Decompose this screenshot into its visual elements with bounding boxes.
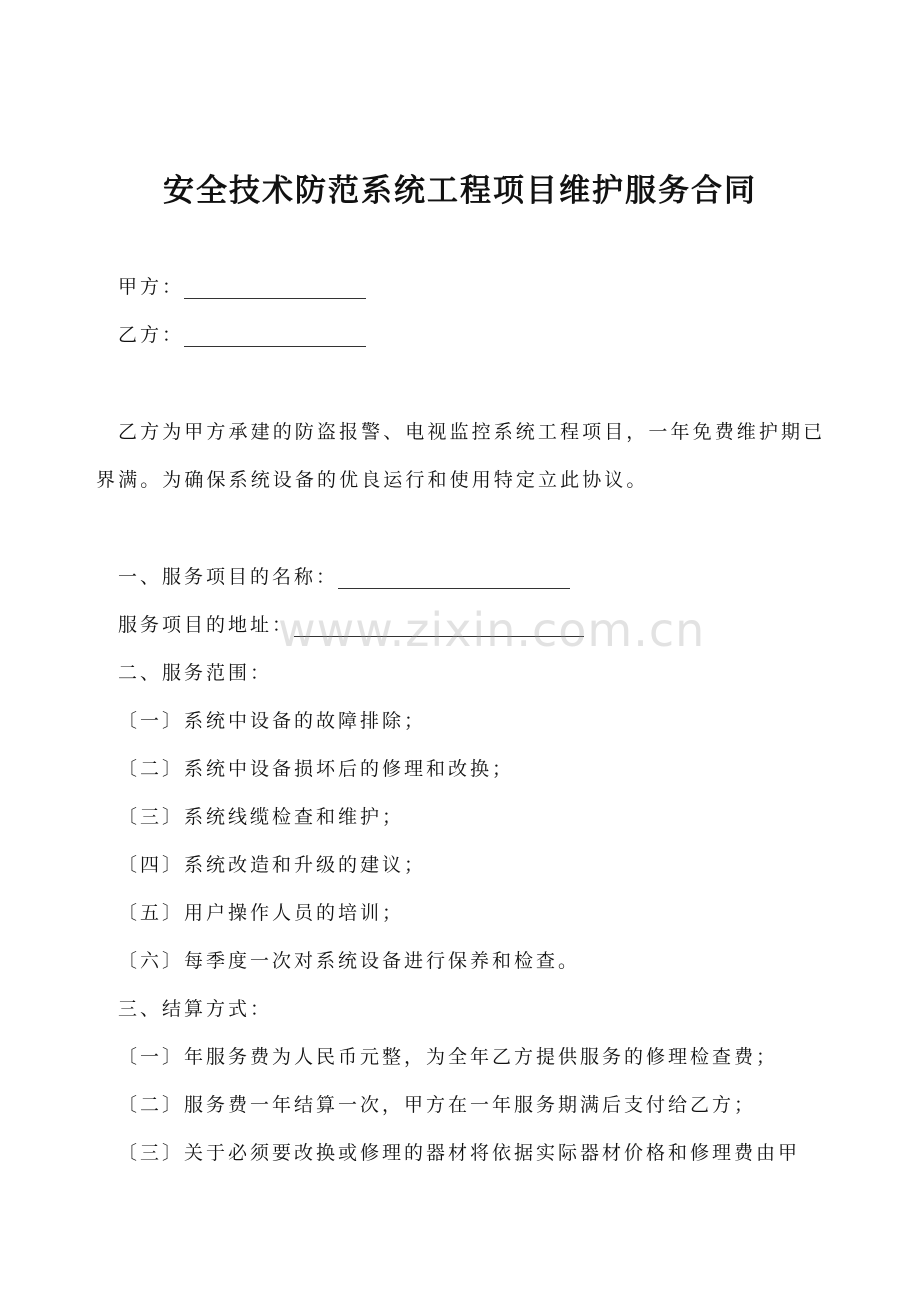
scope-item: 〔三〕系统线缆检查和维护；: [118, 806, 405, 828]
party-b-blank: [184, 326, 366, 347]
payment-item: 〔二〕服务费一年结算一次，甲方在一年服务期满后支付给乙方；: [118, 1094, 757, 1116]
scope-item: 〔五〕用户操作人员的培训；: [118, 902, 405, 924]
intro-paragraph: 乙方为甲方承建的防盗报警、电视监控系统工程项目，一年免费维护期已界满。为确保系统设备的优良运行和使用特定立此协议。: [96, 421, 826, 491]
service-address-label: 服务项目的地址：: [118, 614, 295, 636]
party-b-line: [118, 320, 366, 347]
site-watermark: www.zixin.com.cn: [278, 603, 706, 657]
section-payment-heading: 三、结算方式：: [118, 998, 273, 1020]
service-name-line: [118, 562, 570, 589]
service-name-blank: [338, 568, 570, 589]
service-address-line: [118, 610, 584, 637]
payment-item: 〔一〕年服务费为人民币元整，为全年乙方提供服务的修理检查费；: [118, 1046, 779, 1068]
party-b-label: 乙方：: [118, 324, 185, 346]
payment-item: 〔三〕关于必须要改换或修理的器材将依据实际器材价格和修理费由甲: [118, 1142, 801, 1164]
scope-item: 〔四〕系统改造和升级的建议；: [118, 854, 427, 876]
document-title: 安全技术防范系统工程项目维护服务合同: [163, 173, 757, 209]
party-a-line: [118, 272, 366, 299]
party-a-blank: [184, 278, 366, 299]
section-scope-heading: 二、服务范围：: [118, 662, 273, 684]
service-name-label: 一、服务项目的名称：: [118, 566, 339, 588]
scope-item: 〔二〕系统中设备损坏后的修理和改换；: [118, 758, 515, 780]
scope-item: 〔六〕每季度一次对系统设备进行保养和检查。: [118, 950, 581, 972]
service-address-blank: [294, 616, 584, 637]
party-a-label: 甲方：: [118, 276, 185, 298]
scope-item: 〔一〕系统中设备的故障排除；: [118, 710, 427, 732]
